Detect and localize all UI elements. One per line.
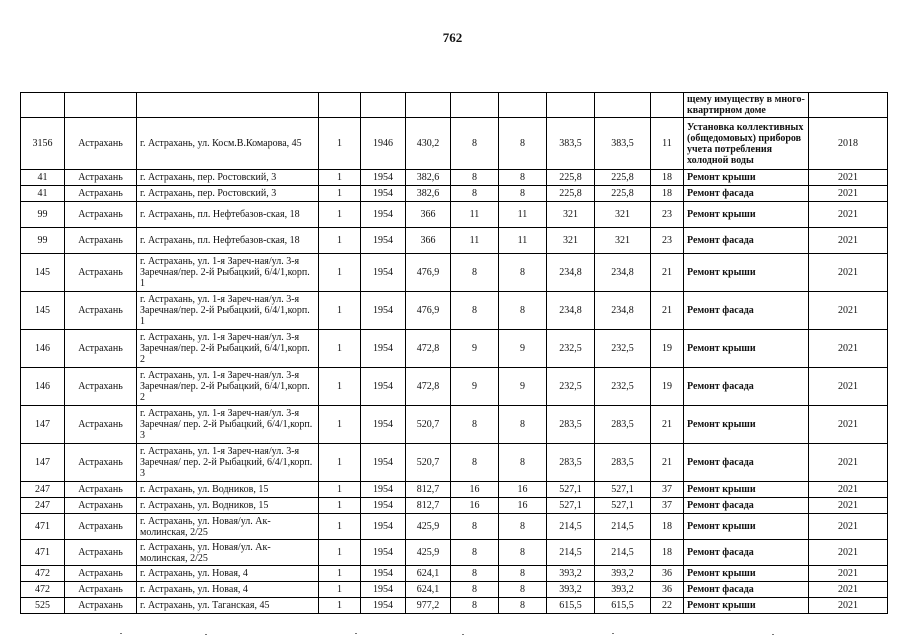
cell-col10: 225,8 (595, 170, 651, 186)
cell-col11: 21 (651, 254, 684, 292)
table-row (21, 330, 888, 368)
cell-col4: 1 (319, 540, 361, 566)
cell-plan-year: 2021 (809, 254, 888, 292)
cell-address: г. Астрахань, ул. Таганская, 45 (137, 598, 319, 614)
cell-house-id: 471 (21, 540, 65, 566)
cell-col4: 1 (319, 292, 361, 330)
cell-col4: 1 (319, 498, 361, 514)
cell-area: 520,7 (406, 406, 451, 444)
cell-col4: 1 (319, 514, 361, 540)
cell-col8: 11 (499, 202, 547, 228)
cell-work-type: Ремонт крыши (684, 202, 809, 228)
cell-plan-year: 2021 (809, 202, 888, 228)
cell-col4: 1 (319, 482, 361, 498)
cell-empty (137, 93, 319, 118)
cell-work-type: Ремонт фасада (684, 444, 809, 482)
cell-address: г. Астрахань, ул. 1-я Зареч-ная/ул. 3-я Заречная/пер. 2-й Рыбацкий, 6/4/1,корп. 1 (137, 254, 319, 292)
cell-col10: 214,5 (595, 514, 651, 540)
cell-house-id: 472 (21, 566, 65, 582)
cell-col4: 1 (319, 406, 361, 444)
cell-col10: 383,5 (595, 118, 651, 170)
housing-repair-table (20, 92, 888, 614)
cell-empty (406, 93, 451, 118)
cell-address: г. Астрахань, ул. Новая, 4 (137, 582, 319, 598)
cell-address: г. Астрахань, пер. Ростовский, 3 (137, 170, 319, 186)
cell-empty (595, 93, 651, 118)
cell-address: г. Астрахань, ул. 1-я Зареч-ная/ул. 3-я Заречная/пер. 2-й Рыбацкий, 6/4/1,корп. 1 (137, 292, 319, 330)
cell-col9: 234,8 (547, 292, 595, 330)
cell-col8: 8 (499, 598, 547, 614)
cell-col7: 11 (451, 202, 499, 228)
cell-area: 430,2 (406, 118, 451, 170)
cell-area: 425,9 (406, 514, 451, 540)
cell-house-id: 147 (21, 444, 65, 482)
table-row (21, 566, 888, 582)
cell-house-id: 99 (21, 202, 65, 228)
cell-work-type: Ремонт фасада (684, 368, 809, 406)
cell-col8: 16 (499, 498, 547, 514)
cell-city: Астрахань (65, 406, 137, 444)
cell-col9: 527,1 (547, 498, 595, 514)
cell-city: Астрахань (65, 498, 137, 514)
cell-col9: 393,2 (547, 566, 595, 582)
cell-plan-year: 2021 (809, 566, 888, 582)
table-row-continuation (21, 93, 888, 118)
cell-area: 624,1 (406, 566, 451, 582)
cell-col7: 8 (451, 444, 499, 482)
cell-col8: 9 (499, 368, 547, 406)
cell-address: г. Астрахань, ул. 1-я Зареч-ная/ул. 3-я Заречная/ пер. 2-й Рыбацкий, 6/4/1,корп. 3 (137, 406, 319, 444)
cell-col8: 8 (499, 444, 547, 482)
cell-col7: 8 (451, 170, 499, 186)
cell-work-type: Ремонт крыши (684, 170, 809, 186)
cell-work-type: Ремонт крыши (684, 566, 809, 582)
table-row (21, 514, 888, 540)
cell-col10: 527,1 (595, 482, 651, 498)
cell-address: г. Астрахань, ул. Водников, 15 (137, 482, 319, 498)
cell-col7: 8 (451, 292, 499, 330)
cell-build-year: 1954 (361, 598, 406, 614)
cell-build-year: 1954 (361, 406, 406, 444)
cell-col10: 234,8 (595, 254, 651, 292)
cell-house-id: 472 (21, 582, 65, 598)
cell-col11: 21 (651, 444, 684, 482)
cell-area: 476,9 (406, 254, 451, 292)
cell-build-year: 1954 (361, 540, 406, 566)
cell-city: Астрахань (65, 292, 137, 330)
cell-area: 812,7 (406, 482, 451, 498)
cell-house-id: 525 (21, 598, 65, 614)
cell-build-year: 1954 (361, 292, 406, 330)
cell-work-type: Ремонт крыши (684, 254, 809, 292)
cell-col9: 214,5 (547, 514, 595, 540)
cell-build-year: 1954 (361, 186, 406, 202)
cell-house-id: 247 (21, 482, 65, 498)
scan-speck (205, 634, 207, 635)
cell-col9: 225,8 (547, 170, 595, 186)
cell-col11: 23 (651, 202, 684, 228)
cell-col4: 1 (319, 566, 361, 582)
table-row (21, 582, 888, 598)
cell-col10: 283,5 (595, 406, 651, 444)
cell-col8: 8 (499, 118, 547, 170)
cell-plan-year: 2021 (809, 186, 888, 202)
cell-address: г. Астрахань, ул. 1-я Зареч-ная/ул. 3-я Заречная/пер. 2-й Рыбацкий, 6/4/1,корп. 2 (137, 368, 319, 406)
cell-col7: 8 (451, 582, 499, 598)
cell-col8: 9 (499, 330, 547, 368)
cell-col7: 8 (451, 540, 499, 566)
cell-col4: 1 (319, 118, 361, 170)
cell-col9: 393,2 (547, 582, 595, 598)
cell-build-year: 1954 (361, 202, 406, 228)
cell-empty (451, 93, 499, 118)
cell-col10: 234,8 (595, 292, 651, 330)
cell-area: 977,2 (406, 598, 451, 614)
cell-col4: 1 (319, 202, 361, 228)
cell-work-type: Ремонт крыши (684, 330, 809, 368)
cell-col10: 527,1 (595, 498, 651, 514)
cell-plan-year: 2021 (809, 582, 888, 598)
cell-empty (361, 93, 406, 118)
cell-work-type: Ремонт фасада (684, 498, 809, 514)
cell-col8: 16 (499, 482, 547, 498)
cell-empty (651, 93, 684, 118)
cell-empty (499, 93, 547, 118)
table-row (21, 254, 888, 292)
cell-col10: 225,8 (595, 186, 651, 202)
cell-work-type: Ремонт крыши (684, 406, 809, 444)
cell-empty (809, 93, 888, 118)
cell-house-id: 471 (21, 514, 65, 540)
cell-address: г. Астрахань, ул. 1-я Зареч-ная/ул. 3-я Заречная/ пер. 2-й Рыбацкий, 6/4/1,корп. 3 (137, 444, 319, 482)
cell-col7: 8 (451, 566, 499, 582)
cell-area: 382,6 (406, 186, 451, 202)
cell-plan-year: 2021 (809, 514, 888, 540)
cell-col11: 18 (651, 540, 684, 566)
cell-work-type: Ремонт фасада (684, 186, 809, 202)
cell-house-id: 41 (21, 186, 65, 202)
cell-col10: 321 (595, 228, 651, 254)
cell-col10: 214,5 (595, 540, 651, 566)
cell-col11: 19 (651, 368, 684, 406)
cell-col7: 9 (451, 330, 499, 368)
cell-col11: 19 (651, 330, 684, 368)
cell-area: 472,8 (406, 368, 451, 406)
cell-address: г. Астрахань, пл. Нефтебазов-ская, 18 (137, 202, 319, 228)
cell-area: 812,7 (406, 498, 451, 514)
cell-work-type: Ремонт фасада (684, 540, 809, 566)
cell-house-id: 146 (21, 368, 65, 406)
cell-area: 425,9 (406, 540, 451, 566)
cell-work-type: Установка коллективных (общедомовых) приборов учета потребления холодной воды (684, 118, 809, 170)
cell-house-id: 145 (21, 292, 65, 330)
table-row (21, 540, 888, 566)
cell-area: 472,8 (406, 330, 451, 368)
cell-house-id: 247 (21, 498, 65, 514)
cell-col10: 232,5 (595, 330, 651, 368)
cell-address: г. Астрахань, ул. 1-я Зареч-ная/ул. 3-я Заречная/пер. 2-й Рыбацкий, 6/4/1,корп. 2 (137, 330, 319, 368)
cell-city: Астрахань (65, 330, 137, 368)
cell-col10: 393,2 (595, 566, 651, 582)
cell-col4: 1 (319, 598, 361, 614)
cell-plan-year: 2021 (809, 444, 888, 482)
table-row (21, 498, 888, 514)
cell-area: 624,1 (406, 582, 451, 598)
cell-address: г. Астрахань, ул. Новая/ул. Ак-молинская, 2/25 (137, 540, 319, 566)
table-row (21, 202, 888, 228)
cell-col8: 8 (499, 566, 547, 582)
cell-address: г. Астрахань, ул. Водников, 15 (137, 498, 319, 514)
cell-col7: 8 (451, 598, 499, 614)
cell-plan-year: 2021 (809, 292, 888, 330)
cell-col7: 16 (451, 498, 499, 514)
table-row (21, 444, 888, 482)
cell-col9: 321 (547, 228, 595, 254)
cell-plan-year: 2021 (809, 368, 888, 406)
cell-col9: 527,1 (547, 482, 595, 498)
cell-city: Астрахань (65, 186, 137, 202)
cell-col9: 232,5 (547, 330, 595, 368)
cell-col11: 11 (651, 118, 684, 170)
cell-col10: 321 (595, 202, 651, 228)
cell-col8: 8 (499, 406, 547, 444)
cell-col7: 8 (451, 254, 499, 292)
cell-house-id: 3156 (21, 118, 65, 170)
cell-col9: 234,8 (547, 254, 595, 292)
cell-house-id: 41 (21, 170, 65, 186)
cell-col4: 1 (319, 368, 361, 406)
table-body (21, 93, 888, 614)
cell-work-type: щему имуществу в много-квартирном доме (684, 93, 809, 118)
cell-col11: 18 (651, 170, 684, 186)
cell-empty (547, 93, 595, 118)
cell-build-year: 1954 (361, 566, 406, 582)
cell-col11: 18 (651, 514, 684, 540)
cell-area: 366 (406, 228, 451, 254)
cell-col8: 8 (499, 170, 547, 186)
cell-build-year: 1954 (361, 228, 406, 254)
cell-address: г. Астрахань, ул. Косм.В.Комарова, 45 (137, 118, 319, 170)
cell-col11: 36 (651, 566, 684, 582)
cell-col8: 8 (499, 292, 547, 330)
cell-city: Астрахань (65, 368, 137, 406)
cell-build-year: 1954 (361, 498, 406, 514)
cell-build-year: 1954 (361, 514, 406, 540)
cell-build-year: 1954 (361, 170, 406, 186)
cell-col11: 23 (651, 228, 684, 254)
cell-col7: 11 (451, 228, 499, 254)
cell-col9: 214,5 (547, 540, 595, 566)
table-row (21, 482, 888, 498)
page-number: 762 (442, 30, 463, 45)
cell-area: 520,7 (406, 444, 451, 482)
table-row (21, 170, 888, 186)
cell-col7: 8 (451, 186, 499, 202)
cell-city: Астрахань (65, 566, 137, 582)
cell-build-year: 1954 (361, 330, 406, 368)
table-row (21, 186, 888, 202)
table-row (21, 598, 888, 614)
cell-plan-year: 2021 (809, 482, 888, 498)
cell-col10: 232,5 (595, 368, 651, 406)
cell-build-year: 1954 (361, 368, 406, 406)
table-row (21, 406, 888, 444)
cell-col11: 37 (651, 482, 684, 498)
cell-plan-year: 2021 (809, 170, 888, 186)
cell-col10: 283,5 (595, 444, 651, 482)
cell-col11: 21 (651, 292, 684, 330)
cell-city: Астрахань (65, 540, 137, 566)
cell-col8: 8 (499, 540, 547, 566)
cell-col4: 1 (319, 330, 361, 368)
cell-plan-year: 2021 (809, 498, 888, 514)
cell-plan-year: 2018 (809, 118, 888, 170)
cell-col11: 21 (651, 406, 684, 444)
scan-speck (462, 634, 464, 635)
cell-col11: 37 (651, 498, 684, 514)
cell-city: Астрахань (65, 482, 137, 498)
cell-col10: 615,5 (595, 598, 651, 614)
scan-speck (120, 633, 122, 634)
cell-col9: 232,5 (547, 368, 595, 406)
cell-area: 382,6 (406, 170, 451, 186)
cell-address: г. Астрахань, пер. Ростовский, 3 (137, 186, 319, 202)
cell-house-id: 147 (21, 406, 65, 444)
scan-speck (355, 633, 357, 634)
cell-col4: 1 (319, 582, 361, 598)
cell-empty (65, 93, 137, 118)
cell-col7: 16 (451, 482, 499, 498)
scan-speck (772, 634, 774, 635)
cell-col11: 22 (651, 598, 684, 614)
table-row (21, 292, 888, 330)
cell-work-type: Ремонт фасада (684, 228, 809, 254)
cell-house-id: 145 (21, 254, 65, 292)
cell-col9: 225,8 (547, 186, 595, 202)
cell-col9: 615,5 (547, 598, 595, 614)
cell-build-year: 1954 (361, 444, 406, 482)
cell-city: Астрахань (65, 598, 137, 614)
table-row (21, 368, 888, 406)
cell-col8: 8 (499, 582, 547, 598)
table-row (21, 118, 888, 170)
cell-col7: 8 (451, 406, 499, 444)
cell-col9: 321 (547, 202, 595, 228)
cell-build-year: 1954 (361, 482, 406, 498)
cell-address: г. Астрахань, пл. Нефтебазов-ская, 18 (137, 228, 319, 254)
cell-col7: 8 (451, 118, 499, 170)
cell-city: Астрахань (65, 582, 137, 598)
cell-col8: 8 (499, 514, 547, 540)
cell-col9: 283,5 (547, 444, 595, 482)
cell-city: Астрахань (65, 170, 137, 186)
table-row (21, 228, 888, 254)
cell-work-type: Ремонт фасада (684, 292, 809, 330)
cell-col8: 8 (499, 254, 547, 292)
cell-work-type: Ремонт крыши (684, 514, 809, 540)
cell-plan-year: 2021 (809, 598, 888, 614)
cell-city: Астрахань (65, 514, 137, 540)
cell-col10: 393,2 (595, 582, 651, 598)
cell-city: Астрахань (65, 228, 137, 254)
cell-col11: 18 (651, 186, 684, 202)
cell-build-year: 1954 (361, 254, 406, 292)
cell-address: г. Астрахань, ул. Новая/ул. Ак-молинская, 2/25 (137, 514, 319, 540)
cell-area: 476,9 (406, 292, 451, 330)
cell-work-type: Ремонт крыши (684, 482, 809, 498)
cell-empty (319, 93, 361, 118)
cell-city: Астрахань (65, 444, 137, 482)
cell-area: 366 (406, 202, 451, 228)
cell-plan-year: 2021 (809, 330, 888, 368)
cell-plan-year: 2021 (809, 540, 888, 566)
cell-build-year: 1954 (361, 582, 406, 598)
cell-col7: 9 (451, 368, 499, 406)
cell-col4: 1 (319, 228, 361, 254)
cell-empty (21, 93, 65, 118)
cell-col9: 383,5 (547, 118, 595, 170)
cell-city: Астрахань (65, 118, 137, 170)
cell-col4: 1 (319, 170, 361, 186)
cell-work-type: Ремонт фасада (684, 582, 809, 598)
cell-col9: 283,5 (547, 406, 595, 444)
cell-build-year: 1946 (361, 118, 406, 170)
cell-col8: 11 (499, 228, 547, 254)
cell-city: Астрахань (65, 254, 137, 292)
cell-city: Астрахань (65, 202, 137, 228)
cell-col4: 1 (319, 444, 361, 482)
cell-col7: 8 (451, 514, 499, 540)
scan-speck (612, 633, 614, 634)
cell-col4: 1 (319, 186, 361, 202)
cell-plan-year: 2021 (809, 406, 888, 444)
cell-house-id: 99 (21, 228, 65, 254)
cell-col8: 8 (499, 186, 547, 202)
cell-address: г. Астрахань, ул. Новая, 4 (137, 566, 319, 582)
cell-col4: 1 (319, 254, 361, 292)
cell-house-id: 146 (21, 330, 65, 368)
cell-plan-year: 2021 (809, 228, 888, 254)
cell-work-type: Ремонт крыши (684, 598, 809, 614)
cell-col11: 36 (651, 582, 684, 598)
